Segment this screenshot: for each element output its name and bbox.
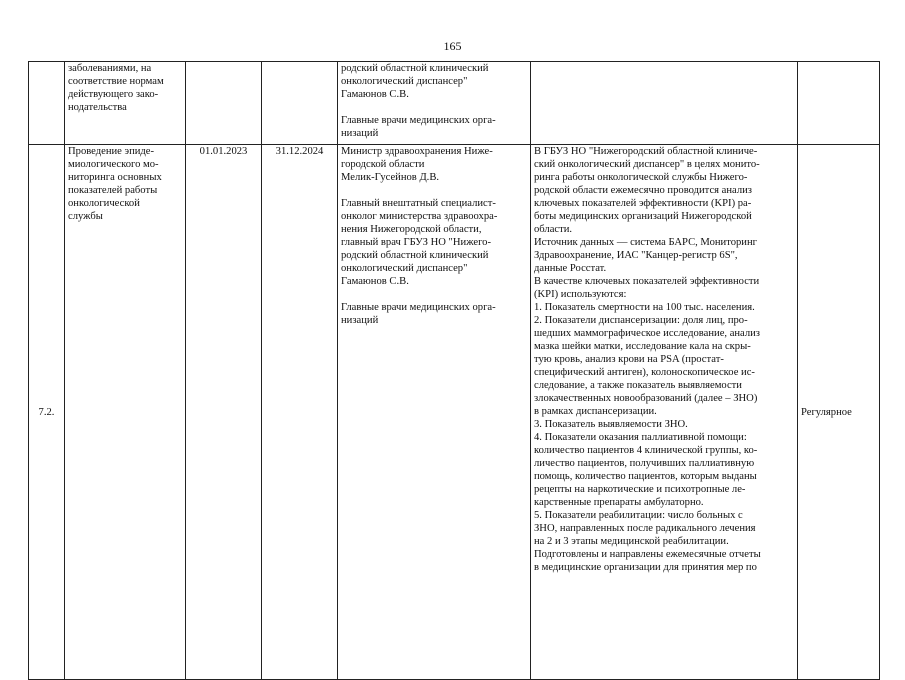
start-date-cell [186,62,262,145]
end-date-cell: 31.12.2024 [262,145,338,680]
row-number: 7.2. [29,145,65,680]
measure-cell: Проведение эпиде- миологического мо- ниторинга основных показателей работы онкологической службы [65,145,186,680]
responsible-cell [338,62,531,145]
responsible-text: Министр здравоохранения Ниже- городской области Мелик-Гусейнов Д.В. [341,146,493,183]
responsible-text: Главные врачи медицинских орга- низаций [341,115,496,139]
row-number [29,62,65,145]
responsible-cell [338,145,531,680]
table-row [29,145,880,680]
type-cell [798,62,880,145]
result-cell: В ГБУЗ НО "Нижегородский областной клиниче- ский онкологический диспансер" в целях монито- ринга работы онкологической службы Нижего- родской области ежемесячно проводится анализ ключевых показателей эффективности (KPI) ра- боты медицинских организаций Нижегородской области. Источник данных — система БАРС, Мониторинг Здравоохранение, ИАС "Канцер-регистр 6S", данные Росстат. В качестве ключевых показателей эффективности (KPI) используются: 1. Показатель смертности на 100 тыс. населения. 2. Показатели диспансеризации: доля лиц, про- шедших маммографическое исследование, анализ мазка шейки матки, исследование кала на скры- тую кровь, анализ крови на PSA (простат- специфический антиген), колоноскопическое ис- следование, а также показатель выявляемости злокачественных новообразований (далее – ЗНО) в рамках диспансеризации. 3. Показатель выявляемости ЗНО. 4. Показатели оказания паллиативной помощи: количество пациентов 4 клинической группы, ко- личество пациентов, получивших паллиативную помощь, количество пациентов, которым выданы рецепты на наркотические и психотропные ле- карственные препараты амбулаторно. 5. Показатели реабилитации: число больных с ЗНО, направленных после радикального лечения на 2 и 3 этапы медицинской реабилитации. Подготовлены и направлены ежемесячные отчеты в медицинские организации для принятия мер по [531,145,798,680]
plan-table [28,61,880,680]
table-row [29,62,880,145]
result-cell [531,62,798,145]
end-date-cell [262,62,338,145]
responsible-text: Главные врачи медицинских орга- низаций [341,302,496,326]
measure-cell: заболеваниями, на соответствие нормам действующего зако- нодательства [65,62,186,145]
responsible-text: родский областной клинический онкологический диспансер" Гамаюнов С.В. [341,63,489,100]
page-number: 165 [443,39,462,53]
start-date-cell: 01.01.2023 [186,145,262,680]
responsible-text: Главный внештатный специалист- онколог министерства здравоохра- нения Нижегородской области, главный врач ГБУЗ НО "Нижего- родский областной клинический онкологический диспансер" Гамаюнов С.В. [341,198,498,287]
type-cell: Регулярное [798,145,880,680]
